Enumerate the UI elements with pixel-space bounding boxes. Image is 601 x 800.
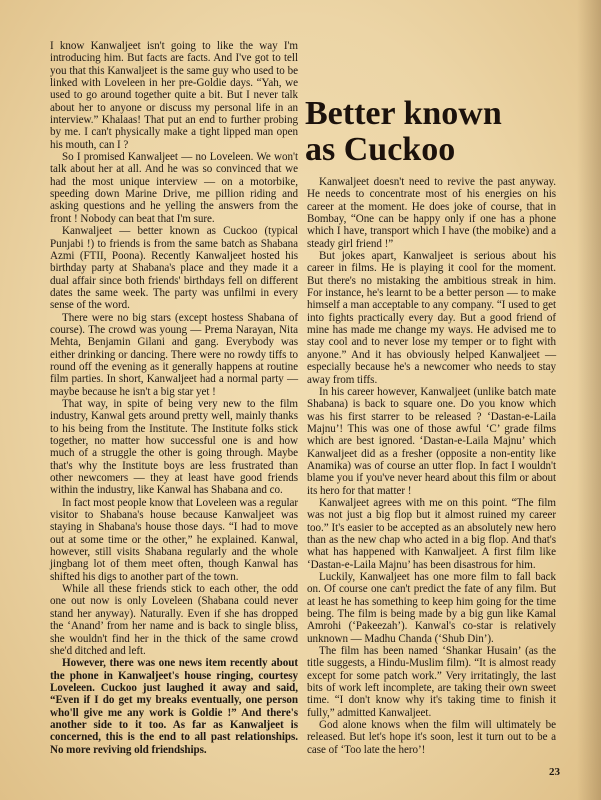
paragraph: However, there was one news item recently about the phone in Kanwaljeet's house ringing, courtesy Loveleen. Cuckoo just laughed it away and said, “Even if I do get my breaks eventually, one person who'll give me any work is Goldie !” And there's another side to it too. As far as Kanwaljeet is concerned, this is the end to all past relationships. No more reviving old friendships. bbox=[50, 657, 298, 756]
paragraph: While all these friends stick to each other, the odd one out now is only Loveleen (Shabana could never stand her anyway). Naturally. Even if she has dropped the ‘Anand’ from her name and is back to single bliss, she wouldn't find her in the thick of the same crowd she'd ditched and left. bbox=[50, 583, 298, 657]
headline-line-2: as Cuckoo bbox=[305, 131, 456, 168]
paragraph: Kanwaljeet agrees with me on this point. “The film was not just a big flop but it almost ruined my career too.” It's easier to be accepted as an absolutely new hero than as the new chap who acted in a big flop. And that's what has happened with Kanwaljeet. A first film like ‘Dastan-e-Laila Majnu’ has been disastrous for him. bbox=[307, 496, 556, 571]
paragraph: Luckily, Kanwaljeet has one more film to fall back on. Of course one can't predict the fate of any film. But at least he has something to keep him going for the time being. The film is being made by a big gun like Kamal Amrohi (‘Pakeezah’). Kanwal's co-star is relatively unknown — Madhu Chanda (‘Shub Din’). bbox=[307, 571, 556, 645]
right-column bbox=[307, 176, 556, 756]
paragraph: Kanwaljeet — better known as Cuckoo (typical Punjabi !) to friends is from the same batch as Shabana Azmi (FTII, Poona). Recently Kanwaljeet hosted his birthday party at Shabana's place and they made it a dual affair since both friends' birthdays fell on different dates the same week. The party was unfilmi in every sense of the word. bbox=[50, 225, 298, 312]
page-number: 23 bbox=[549, 766, 560, 778]
paragraph: So I promised Kanwaljeet — no Loveleen. We won't talk about her at all. And he was so convinced that we had the most unique interview — on a motorbike, speeding down Marine Drive, me pillion riding and asking questions and he yelling the answers from the front ! Nobody can beat that I'm sure. bbox=[50, 151, 298, 225]
page-edge-shadow bbox=[577, 0, 601, 800]
headline-line-1: Better known bbox=[305, 95, 502, 132]
left-column bbox=[50, 40, 298, 756]
paragraph: That way, in spite of being very new to the film industry, Kanwal gets around pretty well, mainly thanks to his being from the Institute. The Institute folks stick together, no matter how successful one is and how much of a struggle the other is going through. Maybe that's why the Institute boys are less frustrated than other newcomers — they at least have good friends within the industry, like Kanwal has Shabana and co. bbox=[50, 397, 298, 497]
paragraph: God alone knows when the film will ultimately be released. But let's hope it's soon, lest it turn out to be a case of ‘Too late the hero’! bbox=[307, 719, 556, 756]
paragraph: The film has been named ‘Shankar Husain’ (as the title suggests, a Hindu-Muslim film). “It is almost ready except for some patch work.” Very irritatingly, the last bits of work left incomplete, are taking their own sweet time. “I don't know why it's taking time to finish it fully,” admitted Kanwaljeet. bbox=[307, 645, 556, 719]
paragraph: In his career however, Kanwaljeet (unlike batch mate Shabana) is back to square one. Do you know which was his first starrer to be released ? ‘Dastan-e-Laila Majnu’! This was one of those awful ‘C’ grade films which are best ignored. ‘Dastan-e-Laila Majnu’ which Kanwaljeet did as a fresher (opposite a non-entity like Anamika) was of course an utter flop. In fact I wouldn't blame you if you've never heard about this film or about its hero for that matter ! bbox=[307, 385, 556, 497]
paragraph: In fact most people know that Loveleen was a regular visitor to Shabana's house because Kanwaljeet was staying in Shabana's house those days. “I had to move out at some time or the other,” he explained. Kanwal, however, still visits Shabana regularly and the whole jingbang lot of them meet often, though Kanwal has shifted his digs to another part of the town. bbox=[50, 496, 298, 583]
paragraph: But jokes apart, Kanwaljeet is serious about his career in films. He is playing it cool for the moment. But there's no mistaking the ambitious streak in him. For instance, he's learnt to be a better person — to make himself a man acceptable to any company. “I used to get into fights practically every day. But a good friend of mine has made me change my ways. He advised me to stay cool and to never lose my temper or to fight with anyone.” And it has obviously helped Kanwaljeet — especially because he's a newcomer who needs to stay away from tiffs. bbox=[307, 250, 556, 386]
paragraph: I know Kanwaljeet isn't going to like the way I'm introducing him. But facts are facts. And I've got to tell you that this Kanwaljeet is the same guy who used to be linked with Loveleen in her pre-Goldie days. “Yah, we used to go around together quite a bit. But I never talk about her to anyone or discuss my personal life in an interview.” Khalaas! That put an end to further probing by me. I can't physically make a tight lipped man open his mouth, can I ? bbox=[50, 40, 298, 151]
paragraph: Kanwaljeet doesn't need to revive the past anyway. He needs to concentrate most of his energies on his career at the moment. He does joke of course, that in Bombay, “One can be happy only if one has a phone which I have, transport which I have (the mobike) and a steady girl friend !” bbox=[307, 176, 556, 250]
paragraph: There were no big stars (except hostess Shabana of course). The crowd was young — Prema Narayan, Nita Mehta, Benjamin Gilani and gang. Everybody was either drinking or dancing. There were no rowdy tiffs to round off the evening as it generally happens at routine film parties. In short, Kanwaljeet had a normal party — maybe because he isn't a big star yet ! bbox=[50, 311, 298, 398]
